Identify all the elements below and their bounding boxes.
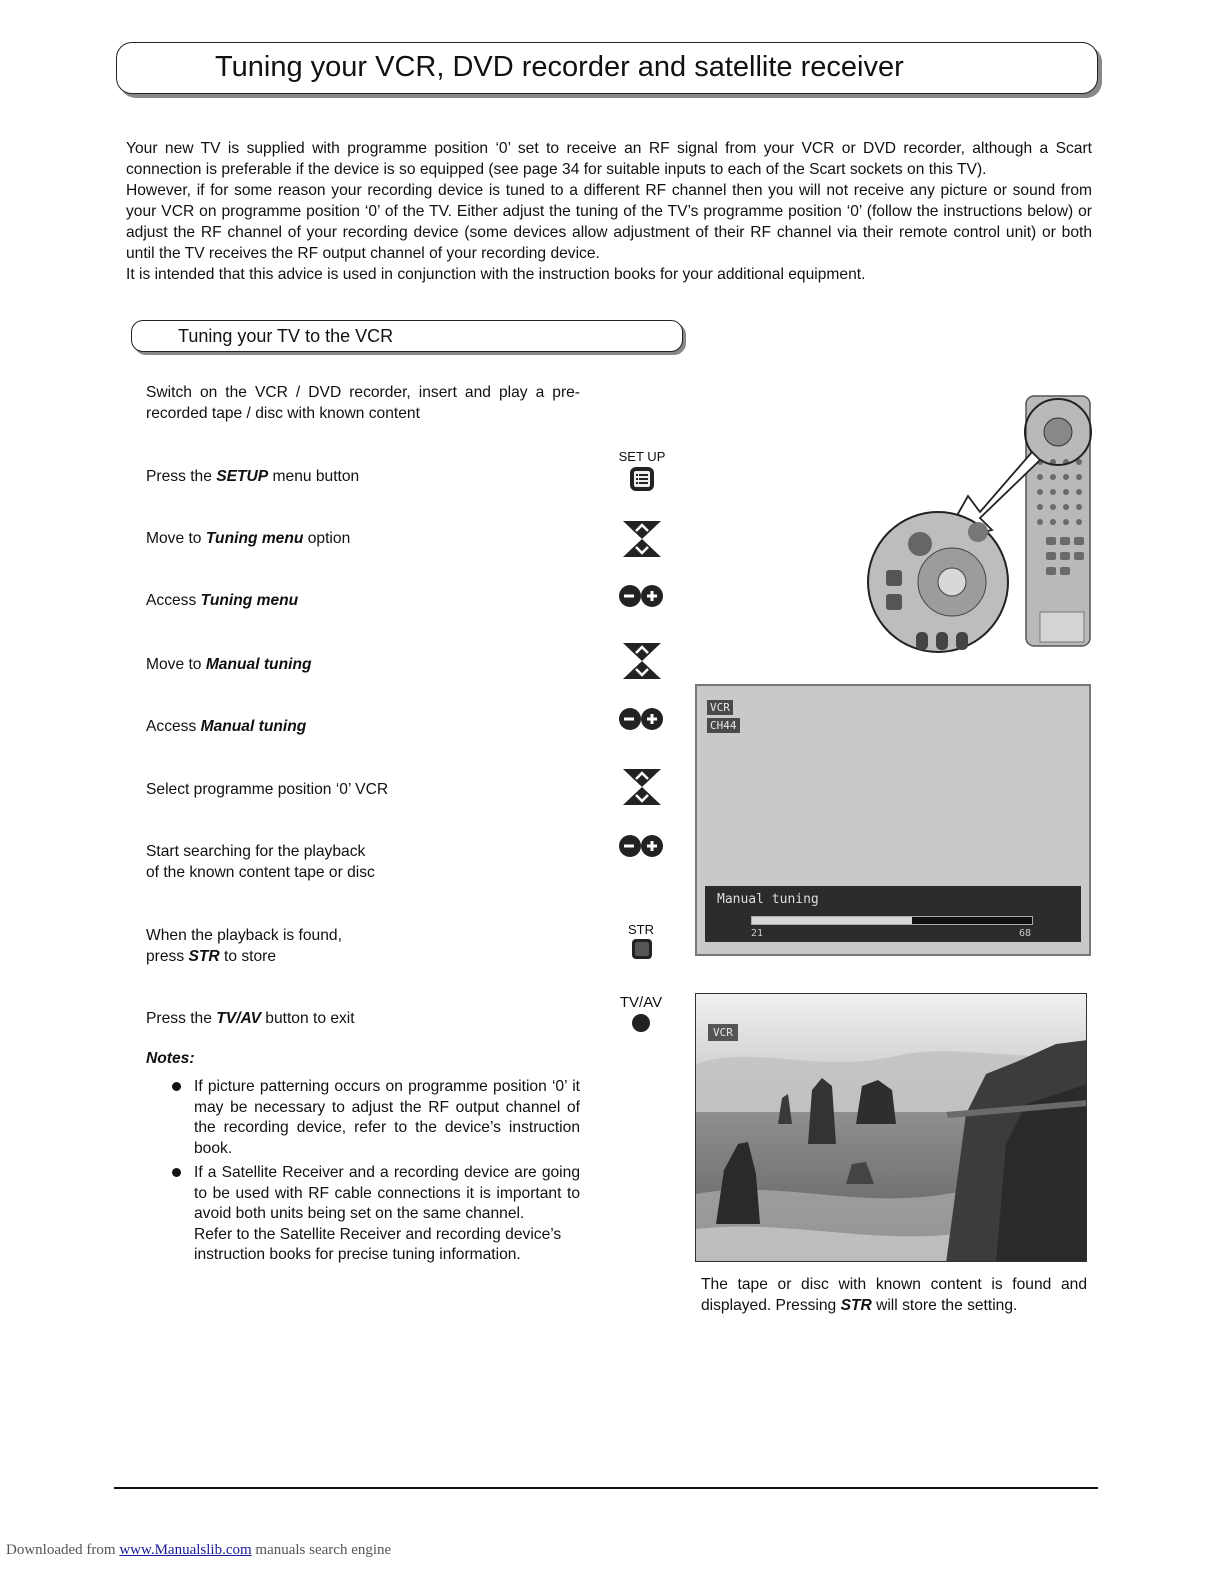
note-item: If picture patterning occurs on programme position ‘0’ it may be necessary to adjust the RF output channel of the recording device, refer to the device’s instruction book. bbox=[194, 1078, 580, 1157]
manualslib-link[interactable]: www.Manualslib.com bbox=[119, 1542, 252, 1558]
page-title-box bbox=[116, 42, 1098, 94]
manual-tuning-screen bbox=[695, 684, 1091, 956]
step-move-tuning-menu: Move to Tuning menu option bbox=[146, 530, 351, 547]
bullet-icon bbox=[172, 1082, 181, 1091]
step-switch-on: Switch on the VCR / DVD recorder, insert and play a pre-recorded tape / disc with known content bbox=[146, 384, 580, 422]
intro-paragraph: However, if for some reason your recording device is tuned to a different RF channel then you will not receive any picture or sound from your VCR on programme position ‘0’ of the TV. Either adjust the tuning of the TV’s programme position ‘0’ (follow the instructions below) or adjust the RF channel of your recording device (some devices allow adjustment of their RF channel via their remote control unit) or both until the TV receives the RF output channel of your recording device. bbox=[126, 182, 1092, 262]
screen-caption: The tape or disc with known content is found and displayed. Pressing STR will store the setting. bbox=[701, 1276, 1087, 1314]
intro-paragraph: It is intended that this advice is used in conjunction with the instruction books for your additional equipment. bbox=[126, 266, 866, 283]
osd-source-tag: VCR bbox=[707, 700, 733, 715]
setup-button-label: SET UP bbox=[618, 449, 666, 464]
osd-channel-tag: CH44 bbox=[707, 718, 740, 733]
page-title: Tuning your VCR, DVD recorder and satellite receiver bbox=[215, 51, 904, 83]
step-exit: Press the TV/AV button to exit bbox=[146, 1010, 355, 1027]
bullet-icon bbox=[172, 1168, 181, 1177]
osd-progress-track bbox=[751, 916, 1033, 925]
step-start-search: Start searching for the playback of the known content tape or disc bbox=[146, 843, 375, 881]
intro-text bbox=[126, 138, 1092, 285]
setup-keyword: SETUP bbox=[216, 468, 269, 485]
osd-progress-fill bbox=[752, 917, 912, 924]
step-select-position: Select programme position ‘0’ VCR bbox=[146, 781, 389, 798]
step-access-manual-tuning: Access Manual tuning bbox=[146, 718, 307, 735]
str-button-label: STR bbox=[628, 922, 654, 937]
osd-source-tag: VCR bbox=[708, 1024, 738, 1041]
left-right-button-icon bbox=[618, 578, 664, 614]
setup-button-icon bbox=[629, 466, 655, 492]
step-access-tuning-menu: Access Tuning menu bbox=[146, 592, 299, 609]
osd-max-channel: 68 bbox=[1019, 928, 1032, 939]
section-heading-box bbox=[131, 320, 683, 352]
notes-heading: Notes: bbox=[146, 1050, 195, 1067]
up-down-button-icon bbox=[621, 519, 663, 559]
coastline-photo bbox=[696, 994, 1087, 1262]
section-heading: Tuning your TV to the VCR bbox=[178, 326, 394, 346]
intro-paragraph: Your new TV is supplied with programme position ‘0’ set to receive an RF signal from your VCR or DVD recorder, although a Scart connection is preferable if the device is so equipped (see page 34 for suitable inputs to each of the Scart sockets on this TV). bbox=[126, 140, 1092, 178]
osd-bar-title: Manual tuning bbox=[717, 892, 819, 907]
step-move-manual-tuning: Move to Manual tuning bbox=[146, 656, 312, 673]
up-down-button-icon bbox=[621, 767, 663, 807]
str-button-icon bbox=[631, 938, 653, 960]
osd-manual-tuning-bar bbox=[705, 886, 1081, 942]
remote-control-illustration bbox=[860, 392, 1096, 662]
playback-picture-screen bbox=[695, 993, 1087, 1262]
left-right-button-icon bbox=[618, 701, 664, 737]
note-item: If a Satellite Receiver and a recording device are going to be used with RF cable connections it is important to avoid both units being set on the same channel. Refer to the Satellite Receiver and recording device’s instruction books for precise tuning information. bbox=[194, 1164, 580, 1263]
left-right-button-icon bbox=[618, 828, 664, 864]
footer-rule bbox=[114, 1487, 1098, 1489]
osd-min-channel: 21 bbox=[751, 928, 764, 939]
tvav-button-icon bbox=[631, 1013, 651, 1033]
step-press-setup: Press the SETUP menu button bbox=[146, 468, 360, 485]
tvav-button-label: TV/AV bbox=[619, 994, 663, 1011]
up-down-button-icon bbox=[621, 641, 663, 681]
download-footer: Downloaded from www.Manualslib.com manuals search engine bbox=[6, 1542, 392, 1558]
step-store: When the playback is found, press STR to store bbox=[146, 927, 342, 965]
